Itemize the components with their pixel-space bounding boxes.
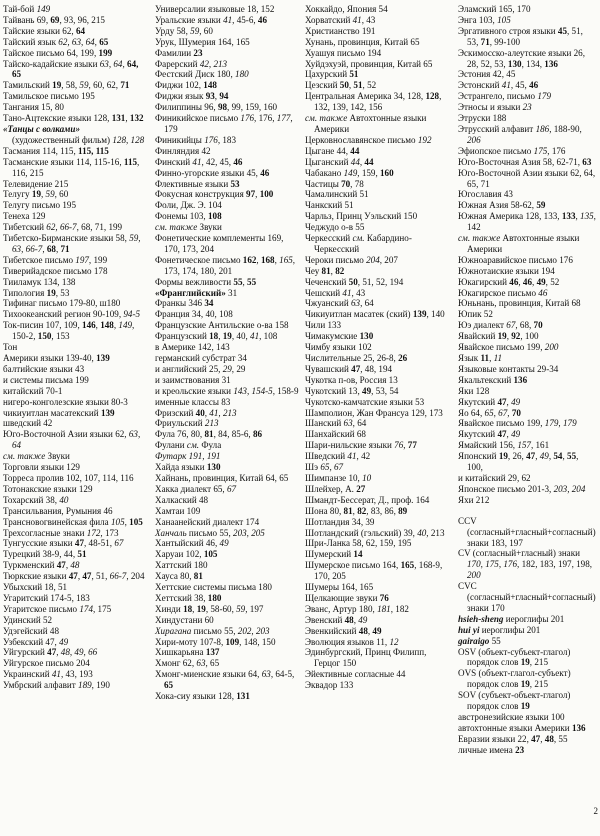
index-entry: Типология 19, 53 — [3, 287, 70, 298]
index-entry: Тифинаг письмо 179-80, ш180 — [3, 298, 121, 309]
index-entry: Тотонакские языки 129 — [3, 483, 93, 494]
index-entry: Языковые контакты 29-34 — [458, 363, 559, 374]
index-entry: Тохарский 38, 40 — [3, 494, 69, 505]
index-entry: Язык 11, 11 — [458, 353, 503, 363]
index-entry: Телугу письмо 195 — [3, 200, 77, 211]
index-entry: Финикийское письмо 176, 176, 177, 179 — [155, 113, 293, 134]
index-entry: Финно-угорские языки 45, 46 — [155, 167, 270, 178]
index-entry: Тано-Ацтекские языки 128, 131, 132 — [3, 113, 144, 124]
index-entry: Этрусский алфавит 186, 188-90, 206 — [458, 123, 582, 145]
index-entry: Туркменский 47, 48 — [3, 560, 80, 571]
index-entry: Чеу 81, 82 — [305, 265, 345, 276]
index-entry: Торреса пролив 102, 107, 114, 116 — [3, 472, 134, 483]
index-entry: Эламский 165, 170 — [458, 4, 531, 14]
index-entry: Харуаи 102, 105 — [155, 549, 218, 560]
index-entry: hsieh-sheng иероглифы 201 — [458, 613, 565, 624]
index-entry: Тай-бой 149 — [3, 4, 51, 14]
index-entry: Фиджи 102, 148 — [155, 80, 217, 91]
index-entry: Узбекский 47, 49 — [3, 636, 69, 647]
index-entry: Хуйдэхуэй, провинция, Китай 65 — [305, 58, 433, 69]
index-entry: Шимпанзе 10, 10 — [305, 472, 372, 483]
index-entry: Удинский 52 — [3, 614, 53, 625]
index-entry: Уйгурский 47, 48, 49, 66 — [3, 647, 98, 658]
index-entry: см. также Звуки — [155, 222, 222, 233]
index-entry: Шотландский (гэльский) 39, 40, 213 — [305, 527, 445, 538]
index-entry: Цезский 50, 51, 52 — [305, 80, 377, 91]
index-entry: см. также Автохтонные языки Америки — [458, 233, 580, 254]
index-entry: CVC (согласный+гласный+согласный) знаки 170 — [458, 581, 596, 613]
index-entry: Яхи 212 — [458, 494, 490, 505]
index-entry: в Америке 142, 143 — [155, 342, 230, 353]
index-entry: Чамалинский 51 — [305, 189, 369, 200]
index-entry: Чероки письмо 204, 207 — [305, 254, 398, 265]
index-entry: Яки 128 — [458, 385, 490, 396]
index-entry: Тибетский 62, 66-7, 68, 71, 199 — [3, 222, 123, 233]
index-entry: Японское письмо 201-3, 203, 204 — [458, 483, 586, 494]
index-entry: Хмонг 62, 63, 65 — [155, 658, 220, 669]
index-entry: шведский 42 — [3, 418, 53, 429]
index-entry: см. также Автохтонные языки Америки — [305, 113, 427, 134]
index-entry: Фонетические комплементы 169, 170, 173, 204 — [155, 233, 284, 254]
index-entry: Хайнань, провинция, Китай 64, 65 — [155, 472, 289, 483]
index-entry: нигеро-конголезские языки 80-3 — [3, 396, 128, 407]
index-entry: Чукотка п-ов, Россия 13 — [305, 374, 398, 385]
index-column-3 — [305, 4, 453, 691]
index-entry: Якутский 47, 49 — [458, 396, 521, 407]
index-entry: Южная Америка 128, 133, 133, 135, 142 — [458, 211, 596, 233]
index-entry: Эстрангело, письмо 179 — [458, 91, 551, 102]
index-entry: Убыхский 18, 51 — [3, 582, 68, 593]
index-entry: Эволюция языков 11, 12 — [305, 636, 399, 647]
index-entry: Чукотско-камчатские языки 53 — [305, 396, 425, 407]
index-entry: Щелкающие звуки 76 — [305, 592, 389, 603]
index-entry: Тибетско-Бирманские языки 58, 59, 63, 66-7, 68, 71 — [3, 233, 141, 254]
index-entry: Тииламук 134, 138 — [3, 276, 76, 287]
index-entry: Тамильский 19, 58, 59, 60, 62, 71 — [3, 80, 130, 91]
index-entry: Чешский 41, 43 — [305, 287, 366, 298]
index-entry: Тасманские языки 114, 115-16, 115, 116, 215 — [3, 156, 140, 178]
index-entry: Хакка диалект 65, 67 — [155, 483, 237, 494]
index-entry: Числительные 25, 26-8, 26 — [305, 353, 408, 363]
index-entry: Хинди 18, 19, 58-60, 59, 197 — [155, 603, 264, 614]
index-column-4 — [458, 4, 596, 756]
index-entry: Фриульский 213 — [155, 418, 219, 429]
index-entry: Ток-писин 107, 109, 146, 148, 149, 150-2, 150, 153 — [3, 320, 135, 342]
index-entry: Формы вежливости 55, 55 — [155, 276, 257, 287]
index-entry: CCV (согласный+гласный+согласный) знаки 183, 197 — [458, 515, 596, 548]
index-entry: Хири-моту 107-8, 109, 148, 150 — [155, 636, 276, 647]
index-entry: Юго-Восточная Азия 58, 62-71, 63 — [458, 156, 592, 167]
index-entry: Халкаский 48 — [155, 494, 209, 505]
index-entry: Тибетское письмо 197, 199 — [3, 254, 108, 265]
index-entry: Турецкий 38-9, 44, 51 — [3, 549, 87, 560]
index-entry: Телугу 19, 59, 60 — [3, 189, 69, 200]
index-entry: Хантыйский 46, 49 — [155, 538, 229, 549]
index-entry: Чабакано 149, 159, 160 — [305, 167, 394, 178]
index-entry: и китайский 29, 62 — [458, 472, 531, 483]
index-entry: Тайские языки 62, 64 — [3, 25, 86, 36]
index-entry: и системы письма 199 — [3, 374, 89, 385]
index-entry: Чикиуитлан масатек (ский) 139, 140 — [305, 309, 445, 320]
index-entry: Шанхайский 68 — [305, 429, 366, 440]
index-entry: Евразии языки 22, 47, 48, 55 — [458, 733, 568, 744]
index-entry: «Франглийский» 31 — [155, 287, 238, 298]
index-entry: Французские Антильские о-ва 158 — [155, 320, 289, 331]
index-entry: Чанкский 51 — [305, 200, 354, 211]
index-entry: Фонетическое письмо 162, 168, 165, 173, 174, 180, 201 — [155, 254, 296, 276]
index-entry: Юго-Восточной Азии языки 62, 64, 65, 71 — [458, 167, 596, 189]
index-entry: Шмандт-Бессерат, Д., проф. 164 — [305, 494, 430, 505]
index-entry: Хуашуя письмо 194 — [305, 47, 382, 58]
index-entry: SOV (субъект-объект-глагол) порядок слов 19 — [458, 690, 571, 712]
index-entry: Шведский 41, 42 — [305, 451, 371, 462]
index-entry: Шотландия 34, 39 — [305, 516, 375, 527]
index-entry: Филиппины 96, 98, 99, 159, 160 — [155, 102, 278, 113]
index-entry: Тунгусские языки 47, 48-51, 67 — [3, 538, 124, 549]
index-entry: Явайский 19, 92, 100 — [458, 331, 539, 342]
index-entry: Хеттские системы письма 180 — [155, 582, 272, 593]
index-entry: Ямайский 156, 157, 161 — [458, 440, 550, 451]
index-entry: Эстонский 41, 45, 46 — [458, 80, 539, 91]
index-entry: Цахурский 51 — [305, 69, 359, 80]
index-entry: Чимакумские 130 — [305, 331, 374, 342]
index-entry: Финский 41, 42, 45, 46 — [155, 156, 243, 167]
index-entry: Хорватский 41, 43 — [305, 14, 376, 25]
index-entry: Торговли языки 129 — [3, 462, 80, 473]
index-entry: Явайское письмо 199, 179, 179 — [458, 418, 577, 429]
index-entry: Угаритский 174-5, 183 — [3, 592, 90, 603]
index-entry: Удэгейский 48 — [3, 625, 59, 636]
index-entry: Цыганский 44, 44 — [305, 156, 374, 167]
index-entry: Фонемы 103, 108 — [155, 211, 222, 222]
index-entry: Америки языки 139-40, 139 — [3, 353, 110, 363]
index-entry: Тайское письмо 64, 199, 199 — [3, 47, 113, 58]
index-column-1 — [3, 4, 149, 691]
index-entry: Угаритское письмо 174, 175 — [3, 603, 112, 614]
index-entry: Хирагана письмо 55, 202, 203 — [155, 625, 270, 636]
index-entry: Хаттский 180 — [155, 560, 208, 571]
index-entry: gairaigo 55 — [458, 635, 501, 646]
index-entry: «Танцы с волками» (художественный фильм) 128, 128 — [3, 123, 145, 145]
index-entry: автохтонные языки Америки 136 — [458, 722, 586, 733]
index-entry: Трансновогвинейская фила 105, 105 — [3, 516, 143, 527]
index-entry: Шанский 63, 64 — [305, 418, 367, 429]
index-entry: Шумерское письмо 164, 165, 168-9, 170, 205 — [305, 560, 443, 582]
index-entry: Шона 80, 81, 82, 83, 86, 89 — [305, 505, 408, 516]
index-entry: Южноаравийское письмо 176 — [458, 254, 573, 265]
index-entry: OSV (объект-субъект-глагол) порядок слов 19, 215 — [458, 646, 571, 668]
index-entry: Юньнань, провинция, Китай 68 — [458, 298, 581, 309]
index-entry: Юкагирское письмо 46 — [458, 287, 548, 298]
index-entry: Юпик 52 — [458, 309, 493, 320]
index-entry: Эквадор 133 — [305, 680, 354, 691]
index-entry: Хайда языки 130 — [155, 462, 221, 473]
index-entry: Явайское письмо 199, 200 — [458, 342, 559, 353]
index-gap — [458, 506, 596, 516]
index-entry: Эстония 42, 45 — [458, 69, 516, 80]
index-entry: Этруски 188 — [458, 113, 507, 124]
index-entry: Хиндустани 60 — [155, 614, 214, 625]
index-entry: Хмонг-миенские языки 64, 63, 64-5, 65 — [155, 669, 295, 691]
index-entry: Тайский язык 62, 63, 64, 65 — [3, 36, 109, 47]
index-entry: Тихоокеанский регион 90-109, 94-5 — [3, 309, 141, 320]
index-entry: Урук, Шумерия 164, 165 — [155, 36, 250, 47]
index-entry: Чили 133 — [305, 320, 342, 331]
index-entry: Чжуанский 63, 64 — [305, 298, 374, 309]
index-entry: Югославия 43 — [458, 189, 513, 200]
index-entry: Трансильвания, Румыния 46 — [3, 505, 113, 516]
index-entry: Шлейхер, А. 27 — [305, 483, 366, 494]
index-entry: Цыгане 44, 44 — [305, 145, 360, 156]
index-entry: Тон — [3, 342, 18, 353]
index-entry: Юго-Восточной Азии языки 62, 63, 64 — [3, 429, 141, 451]
index-entry: Флективные языки 53 — [155, 178, 240, 189]
index-entry: Якальтекский 136 — [458, 374, 528, 385]
index-entry: Эфиопское письмо 175, 176 — [458, 145, 566, 156]
index-entry: hui yi иероглифы 201 — [458, 624, 541, 635]
index-entry: Тамильское письмо 195 — [3, 91, 95, 102]
index-entry: Яо 64, 65, 67, 70 — [458, 407, 521, 418]
index-entry: германский субстрат 34 — [155, 353, 247, 363]
index-entry: OVS (объект-глагол-субъект) порядок слов 19, 215 — [458, 668, 571, 690]
index-entry: китайский 70-1 — [3, 385, 63, 396]
index-entry: Футарк 191, 191 — [155, 451, 221, 462]
index-entry: Шэ 65, 67 — [305, 462, 344, 473]
index-entry: Этносы и языки 23 — [458, 102, 532, 113]
index-entry: CV (согласный+гласный) знаки 170, 175, 176, 182, 183, 197, 198, 200 — [458, 548, 593, 581]
index-entry: Чарльз, Принц Уэльский 150 — [305, 211, 418, 222]
index-entry: Чукотский 13, 49, 53, 54 — [305, 385, 399, 396]
index-entry: Тайско-кадайские языки 63, 64, 64, 65 — [3, 58, 139, 80]
index-entry: Чеджудо о-в 55 — [305, 222, 365, 233]
index-entry: Хеттский 38, 180 — [155, 592, 222, 603]
index-entry: балтийские языки 43 — [3, 363, 85, 374]
index-entry: Хунань, провинция, Китай 65 — [305, 36, 420, 47]
index-entry: Урду 58, 59, 60 — [155, 25, 213, 36]
index-entry: Фоли, Дж. Э. 104 — [155, 200, 222, 211]
index-entry: Шумерский 14 — [305, 549, 363, 560]
index-entry: Ханчаль письмо 55, 203, 205 — [155, 527, 265, 538]
index-entry: Хишкарьяна 137 — [155, 647, 220, 658]
index-entry: Эвенкийский 48, 49 — [305, 625, 382, 636]
index-entry: Фризский 40, 41, 213 — [155, 407, 237, 418]
index-entry: Франция 34, 40, 108 — [155, 309, 233, 320]
index-entry: Франкы 346 34 — [155, 298, 214, 309]
index-entry: Умбрский алфавит 189, 190 — [3, 680, 110, 691]
index-entry: Фамилии 23 — [155, 47, 203, 58]
index-entry: Якутский 47, 49 — [458, 429, 521, 440]
index-entry: Шари-нильские языки 76, 77 — [305, 440, 417, 451]
index-entry: Эргативного строя языки 45, 51, 53, 71, 99-100 — [458, 25, 583, 47]
index-entry: Христианство 191 — [305, 25, 376, 36]
index-entry: Энга 103, 105 — [458, 14, 511, 25]
index-entry: Хамтаи 109 — [155, 505, 201, 516]
page-number: 2 — [593, 806, 598, 816]
index-entry: Тасмания 114, 115, 115, 115 — [3, 145, 109, 156]
index-entry: Шумеры 164, 165 — [305, 582, 374, 593]
index-entry: Тангания 15, 80 — [3, 102, 64, 113]
index-entry: Чувашский 47, 48, 194 — [305, 363, 393, 374]
index-entry: Чеченский 50, 51, 52, 194 — [305, 276, 404, 287]
index-entry: Японский 19, 26, 47, 49, 54, 55, 100, — [458, 451, 579, 473]
index-entry: Шамполион, Жан Франсуа 129, 173 — [305, 407, 443, 418]
index-entry: Хауса 80, 81 — [155, 571, 203, 582]
index-entry: Французский 18, 19, 40, 41, 108 — [155, 331, 278, 342]
index-entry: Финляндия 42 — [155, 145, 211, 156]
index-entry: именные классы 83 — [155, 396, 231, 407]
index-entry: Финикийцы 176, 183 — [155, 134, 237, 145]
index-entry: Хока-сиу языки 128, 131 — [155, 691, 250, 702]
index-entry: Частицы 70, 78 — [305, 178, 364, 189]
index-entry: Фулани см. Фула — [155, 440, 222, 451]
index-entry: Уральские языки 41, 45-6, 46 — [155, 14, 268, 25]
index-entry: Эйективные согласные 44 — [305, 669, 406, 680]
index-entry: Фарерский 42, 213 — [155, 58, 228, 69]
index-entry: чикиуитлан масатекский 139 — [3, 407, 115, 418]
index-entry: Фестский Диск 180, 180 — [155, 69, 249, 80]
index-entry: Тенеха 129 — [3, 211, 46, 222]
index-column-2 — [155, 4, 301, 702]
index-entry: Фула 76, 80, 81, 84, 85-6, 86 — [155, 429, 263, 440]
index-entry: и заимствования 31 — [155, 374, 231, 385]
index-entry: и креольские языки 143, 154-5, 158-9 — [155, 385, 299, 396]
index-entry: Церковнославянское письмо 192 — [305, 134, 432, 145]
index-entry: Универсалии языковые 18, 152 — [155, 4, 275, 14]
index-entry: Эскимосско-алеутские языки 26, 28, 52, 53, 130, 134, 136 — [458, 47, 585, 69]
index-entry: Центральная Америка 34, 128, 128, 132, 139, 142, 156 — [305, 91, 442, 113]
index-entry: Хоккайдо, Япония 54 — [305, 4, 388, 14]
index-entry: Фиджи язык 93, 94 — [155, 91, 229, 102]
index-entry: Тюркские языки 47, 47, 51, 66-7, 204 — [3, 571, 145, 582]
index-entry: Украинский 41, 43, 193 — [3, 669, 93, 680]
index-entry: Трехсогласные знаки 172, 173 — [3, 527, 119, 538]
index-entry: Южнотаиские языки 194 — [458, 265, 555, 276]
index-entry: Уйгурское письмо 204 — [3, 658, 90, 669]
index-entry: см. также Звуки — [3, 451, 70, 462]
index-entry: и английский 25, 29, 29 — [155, 363, 246, 374]
index-entry: Ханаанейский диалект 174 — [155, 516, 260, 527]
index-entry: Телевидение 215 — [3, 178, 69, 189]
index-entry: Черкесский см. Кабардино-Черкесский — [305, 233, 412, 254]
index-entry: Эвенский 48, 49 — [305, 614, 368, 625]
index-entry: Тиверийадское письмо 178 — [3, 265, 108, 276]
index-entry: австронезийские языки 100 — [458, 712, 565, 722]
index-entry: Шри-Ланка 58, 62, 159, 195 — [305, 538, 412, 549]
index-entry: Фокусная конструкция 97, 100 — [155, 189, 274, 200]
index-entry: Эдинбургский, Принц Филипп, Герцог 150 — [305, 647, 427, 669]
index-entry: Юкагирский 46, 46, 49, 52 — [458, 276, 560, 287]
index-entry: Юэ диалект 67, 68, 70 — [458, 320, 543, 331]
index-entry: Чимбу языки 102 — [305, 342, 372, 353]
index-entry: личные имена 23 — [458, 744, 525, 755]
index-entry: Тайвань 69, 69, 93, 96, 215 — [3, 14, 105, 25]
index-entry: Эванс, Артур 180, 181, 182 — [305, 603, 409, 614]
index-entry: Южная Азия 58-62, 59 — [458, 200, 546, 211]
